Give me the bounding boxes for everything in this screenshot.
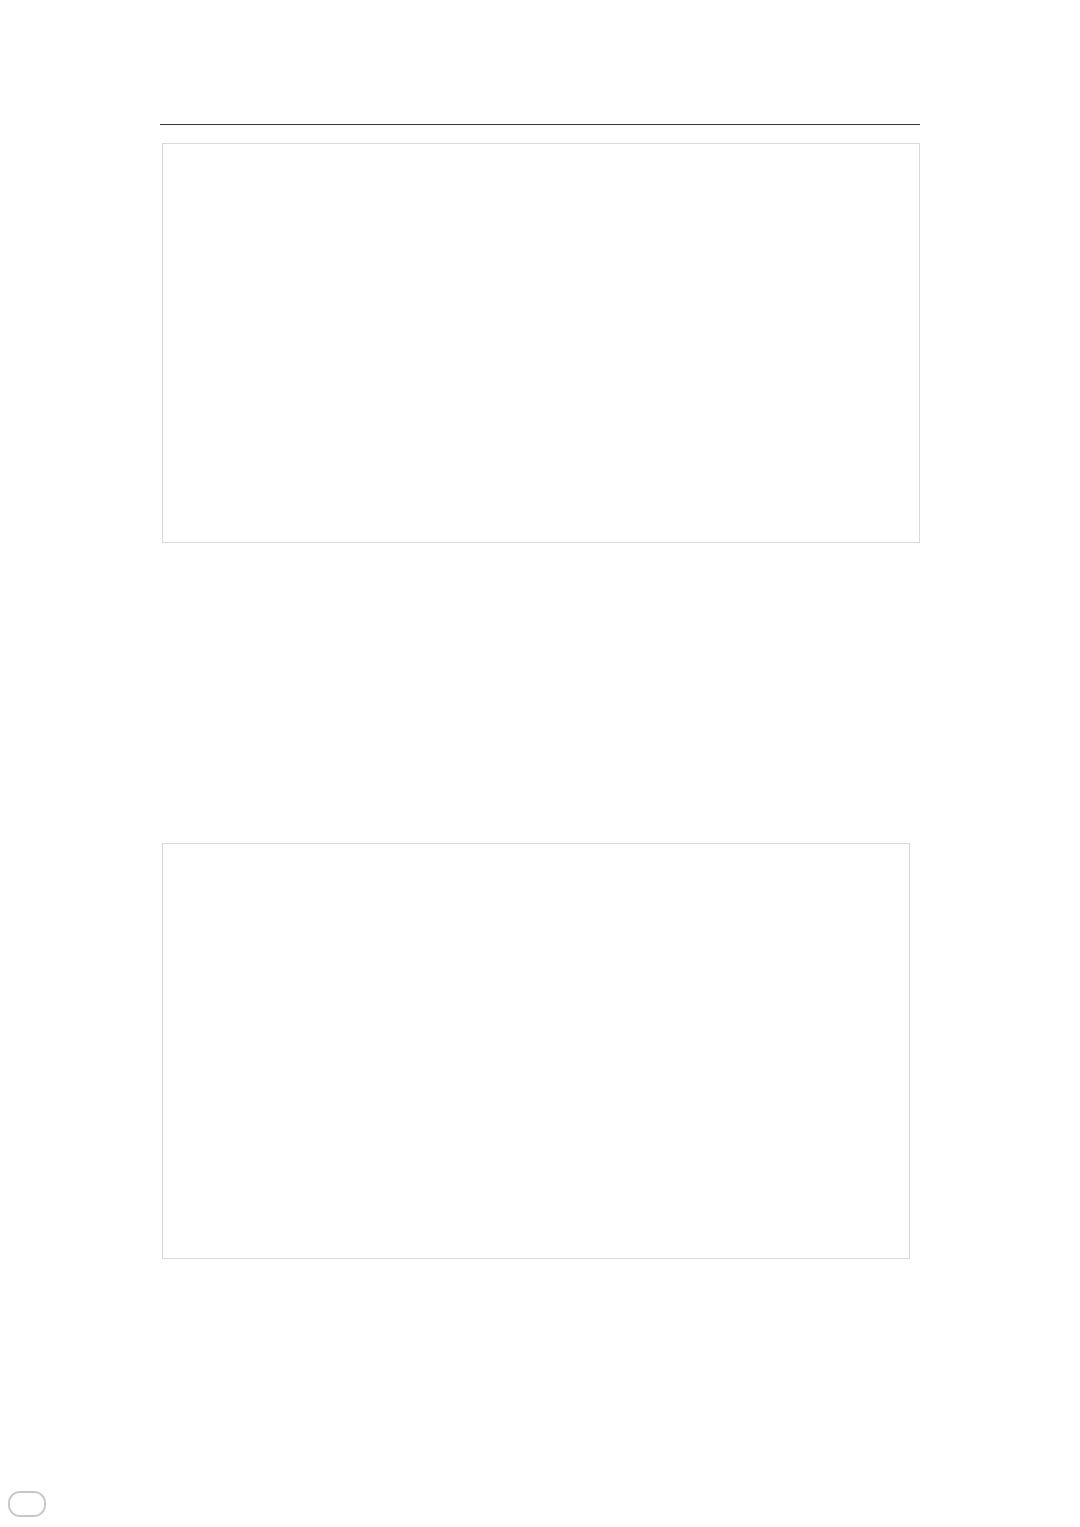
chart-income-groups xyxy=(162,143,920,543)
watermark-logo-icon xyxy=(8,1491,46,1517)
chart-age-svg xyxy=(163,844,909,1258)
watermark xyxy=(8,1490,50,1517)
chart-income-svg xyxy=(163,144,919,542)
chart-age-groups xyxy=(162,843,910,1259)
header-rule xyxy=(160,124,920,125)
